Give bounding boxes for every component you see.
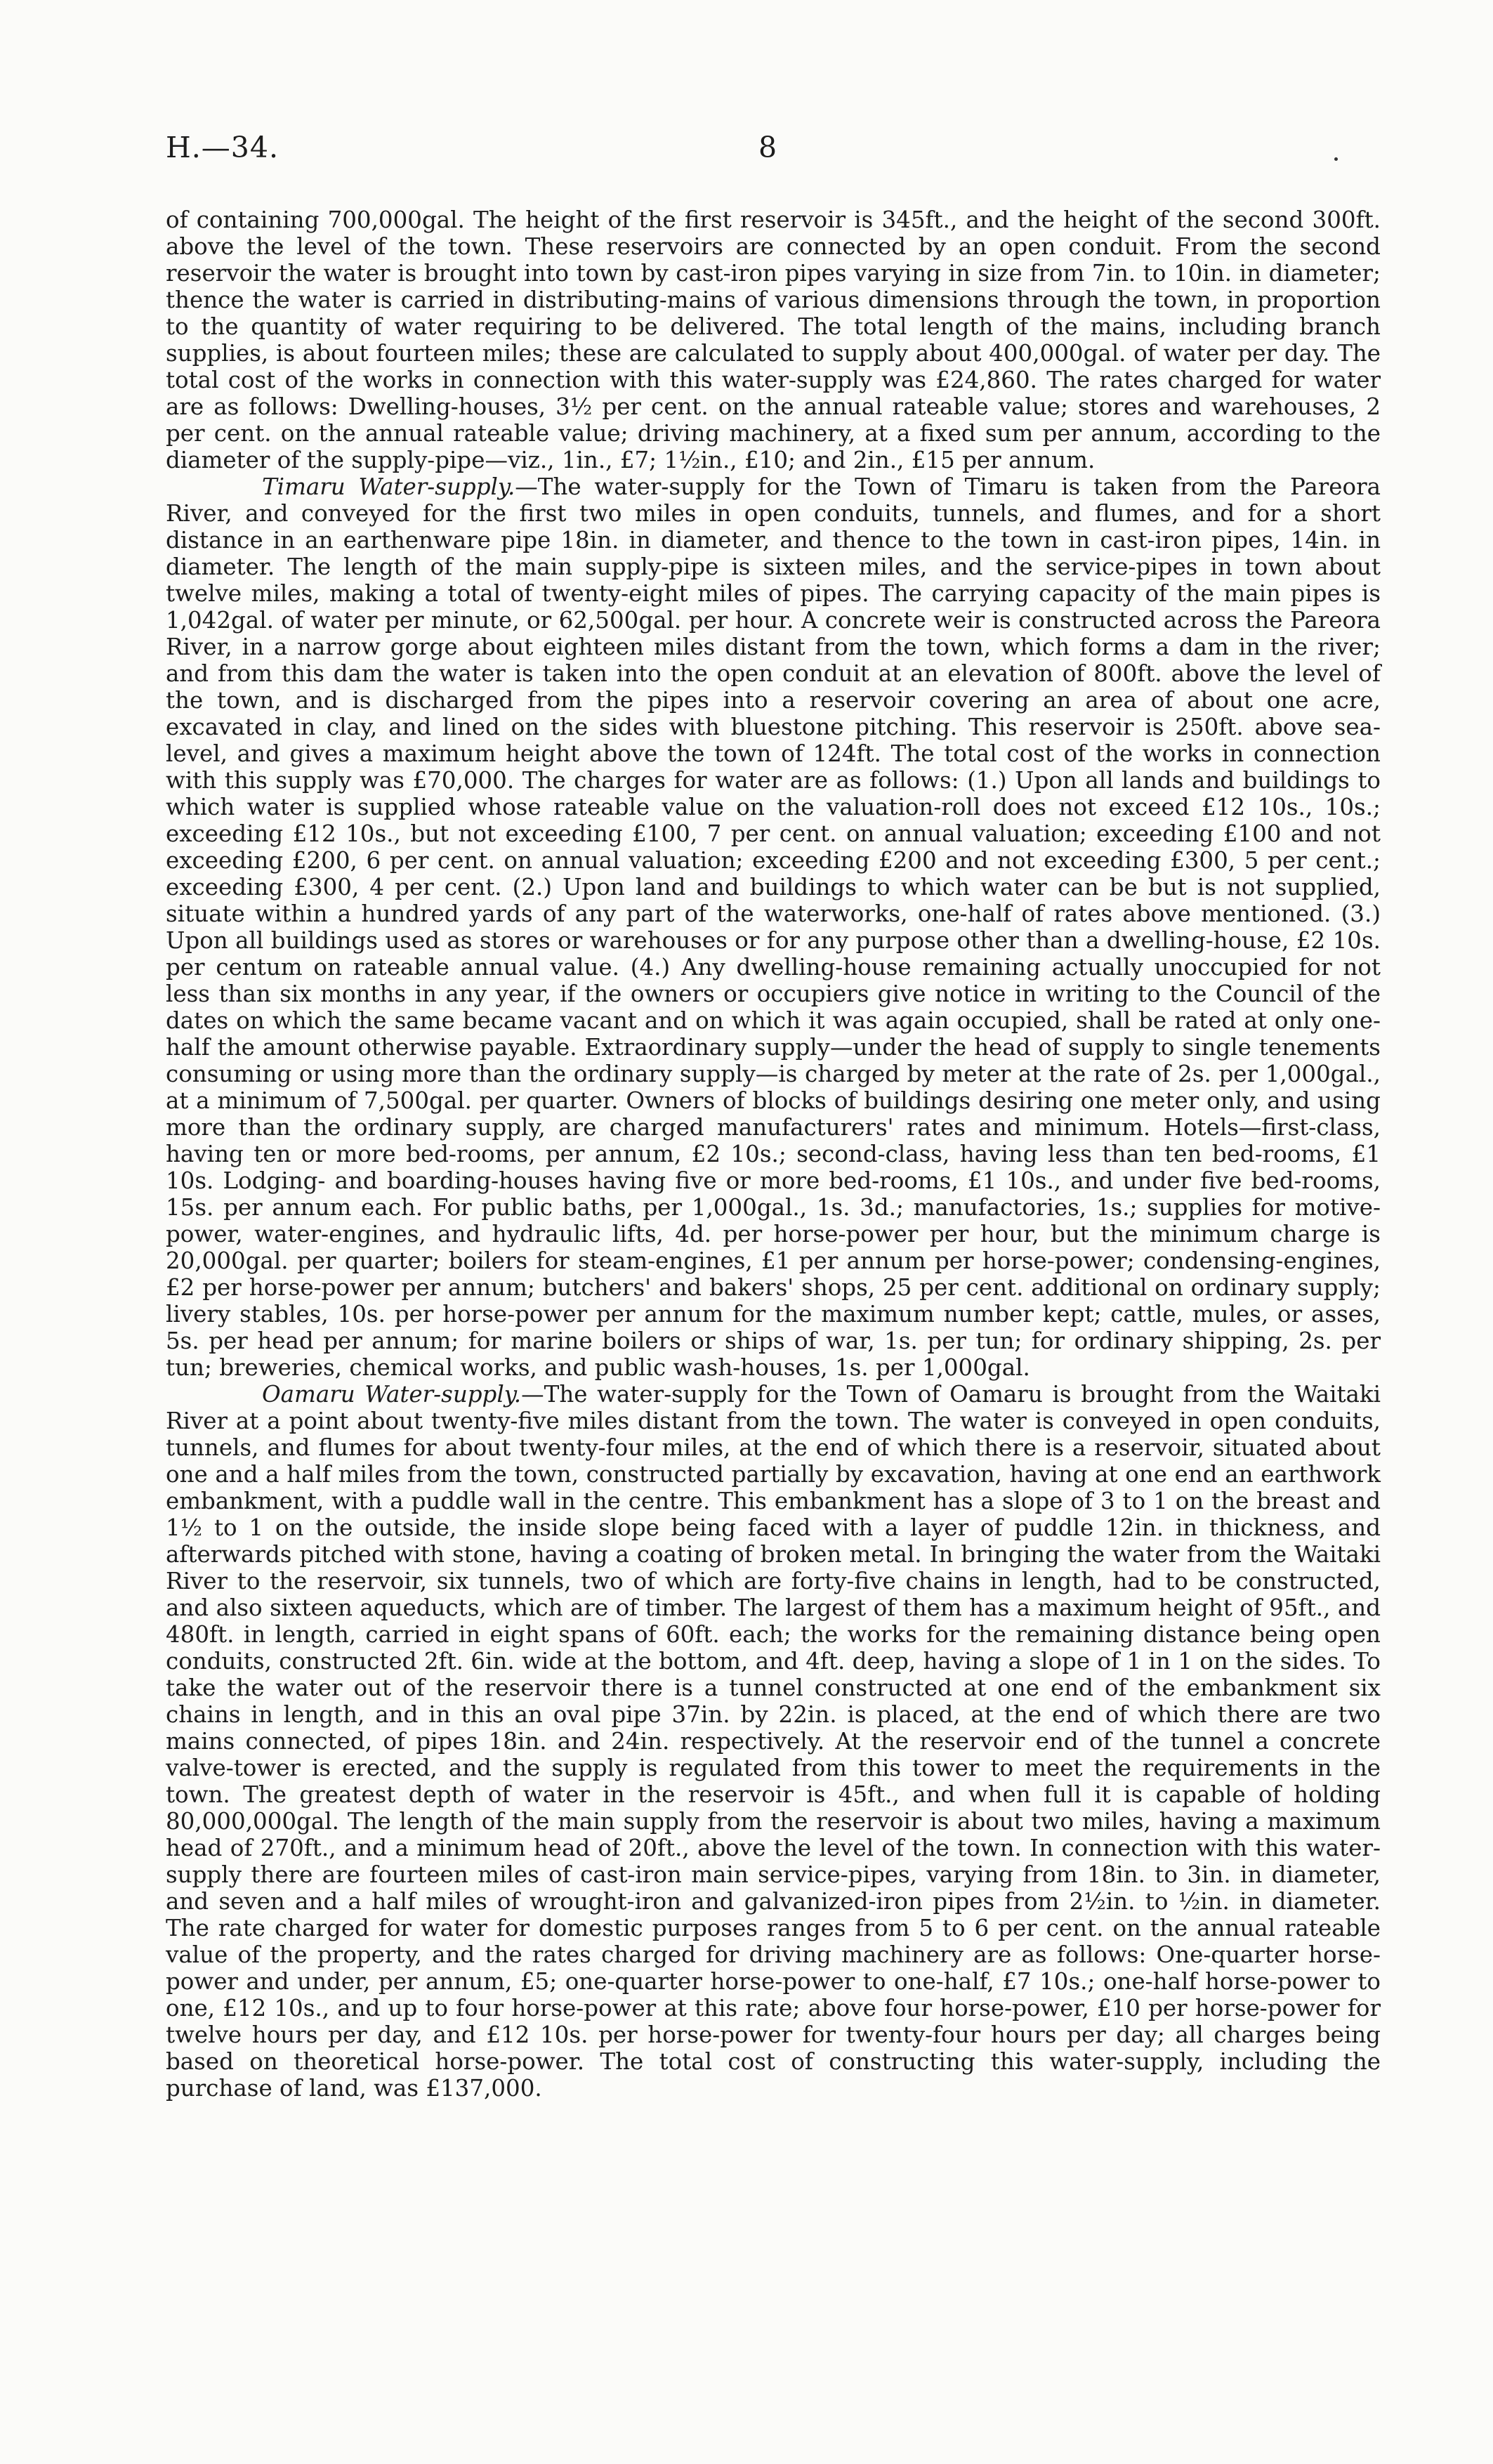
- paragraph-oamaru-water-supply: [166, 1381, 1381, 2102]
- paragraph-text: —The water-supply for the Town of Timaru is taken from the Pareora River, and conveyed for the first two miles in open conduits, tunnels, and flumes, and for a short distance in an earthenware pipe 18in. in diameter, and thence to the town in cast-iron pipes, 14in. in diameter. The length of the main supply-pipe is sixteen miles, and the service-pipes in town about twelve miles, making a total of twenty-eight miles of pipes. The carrying capacity of the main pipes is 1,042gal. of water per minute, or 62,500gal. per hour. A concrete weir is constructed across the Pareora River, in a narrow gorge about eighteen miles distant from the town, which forms a dam in the river; and from this dam the water is taken into the open conduit at an elevation of 800ft. above the level of the town, and is discharged from the pipes into a reservoir covering an area of about one acre, excavated in clay, and lined on the sides with bluestone pitching. This reservoir is 250ft. above sea-level, and gives a maximum height above the town of 124ft. The total cost of the works in connection with this supply was £70,000. The charges for water are as follows: (1.) Upon all lands and buildings to which water is supplied whose rateable value on the valuation-roll does not exceed £12 10s., 10s.; exceeding £12 10s., but not exceeding £100, 7 per cent. on annual valuation; exceeding £100 and not exceeding £200, 6 per cent. on annual valuation; exceeding £200 and not exceeding £300, 5 per cent.; exceeding £300, 4 per cent. (2.) Upon land and buildings to which water can be but is not supplied, situate within a hundred yards of any part of the waterworks, one-half of rates above mentioned. (3.) Upon all buildings used as stores or warehouses or for any purpose other than a dwelling-house, £2 10s. per centum on rateable annual value. (4.) Any dwelling-house remaining actually unoccupied for not less than six months in any year, if the owners or occupiers give notice in writing to the Council of the dates on which the same became vacant and on which it was again occupied, shall be rated at only one-half the amount otherwise payable. Extraordinary supply—under the head of supply to single tenements consuming or using more than the ordinary supply—is charged by meter at the rate of 2s. per 1,000gal., at a minimum of 7,500gal. per quarter. Owners of blocks of buildings desiring one meter only, and using more than the ordinary supply, are charged manufacturers' rates and minimum. Hotels—first-class, having ten or more bed-rooms, per annum, £2 10s.; second-class, having less than ten bed-rooms, £1 10s. Lodging- and boarding-houses having five or more bed-rooms, £1 10s., and under five bed-rooms, 15s. per annum each. For public baths, per 1,000gal., 1s. 3d.; manufactories, 1s.; supplies for motive-power, water-engines, and hydraulic lifts, 4d. per horse-power per hour, but the minimum charge is 20,000gal. per quarter; boilers for steam-engines, £1 per annum per horse-power; condensing-engines, £2 per horse-power per annum; butchers' and bakers' shops, 25 per cent. additional on ordinary supply; livery stables, 10s. per horse-power per annum for the maximum number kept; cattle, mules, or asses, 5s. per head per annum; for marine boilers or ships of war, 1s. per tun; for ordinary shipping, 2s. per tun; breweries, chemical works, and public wash-houses, 1s. per 1,000gal.: [166, 473, 1381, 1381]
- paragraph-text: —The water-supply for the Town of Oamaru is brought from the Waitaki River at a point about twenty-five miles distant from the town. The water is conveyed in open conduits, tunnels, and flumes for about twenty-four miles, at the end of which there is a reservoir, situated about one and a half miles from the town, constructed partially by excavation, having at one end an earthwork embankment, with a puddle wall in the centre. This embankment has a slope of 3 to 1 on the breast and 1½ to 1 on the outside, the inside slope being faced with a layer of puddle 12in. in thickness, and afterwards pitched with stone, having a coating of broken metal. In bringing the water from the Waitaki River to the reservoir, six tunnels, two of which are forty-five chains in length, had to be constructed, and also sixteen aqueducts, which are of timber. The largest of them has a maximum height of 95ft., and 480ft. in length, carried in eight spans of 60ft. each; the works for the remaining distance being open conduits, constructed 2ft. 6in. wide at the bottom, and 4ft. deep, having a slope of 1 in 1 on the sides. To take the water out of the reservoir there is a tunnel constructed at one end of the embankment six chains in length, and in this an oval pipe 37in. by 22in. is placed, at the end of which there are two mains connected, of pipes 18in. and 24in. respectively. At the reservoir end of the tunnel a concrete valve-tower is erected, and the supply is regulated from this tower to meet the requirements in the town. The greatest depth of water in the reservoir is 45ft., and when full it is capable of holding 80,000,000gal. The length of the main supply from the reservoir is about two miles, having a maximum head of 270ft., and a minimum head of 20ft., above the level of the town. In connection with this water-supply there are fourteen miles of cast-iron main service-pipes, varying from 18in. to 3in. in diameter, and seven and a half miles of wrought-iron and galvanized-iron pipes from 2½in. to ½in. in diameter. The rate charged for water for domestic purposes ranges from 5 to 6 per cent. on the annual rateable value of the property, and the rates charged for driving machinery are as follows: One-quarter horse-power and under, per annum, £5; one-quarter horse-power to one-half, £7 10s.; one-half horse-power to one, £12 10s., and up to four horse-power at this rate; above four horse-power, £10 per horse-power for twelve hours per day, and £12 10s. per horse-power for twenty-four hours per day; all charges being based on theoretical horse-power. The total cost of constructing this water-supply, including the purchase of land, was £137,000.: [166, 1381, 1381, 2102]
- print-speck: [1334, 157, 1338, 161]
- paragraph-continuation: [166, 207, 1381, 473]
- document-code: H.—34.: [166, 131, 279, 164]
- paragraph-text: of containing 700,000gal. The height of the first reservoir is 345ft., and the height of the second 300ft. above the level of the town. These reservoirs are connected by an open conduit. From the second reservoir the water is brought into town by cast-iron pipes varying in size from 7in. to 10in. in diameter; thence the water is carried in distributing-mains of various dimensions through the town, in proportion to the quantity of water requiring to be delivered. The total length of the mains, including branch supplies, is about fourteen miles; these are calculated to supply about 400,000gal. of water per day. The total cost of the works in connection with this water-supply was £24,860. The rates charged for water are as follows: Dwelling-houses, 3½ per cent. on the annual rateable value; stores and warehouses, 2 per cent. on the annual rateable value; driving machinery, at a fixed sum per annum, according to the diameter of the supply-pipe—viz., 1in., £7; 1½in., £10; and 2in., £15 per annum.: [166, 207, 1381, 473]
- section-heading-timaru: Timaru Water-supply.: [262, 473, 515, 500]
- page-header: [0, 131, 1493, 173]
- page-number: 8: [758, 131, 777, 164]
- section-heading-oamaru: Oamaru Water-supply.: [262, 1381, 522, 1408]
- paragraph-timaru-water-supply: [166, 473, 1381, 1381]
- body-text: [166, 207, 1381, 2102]
